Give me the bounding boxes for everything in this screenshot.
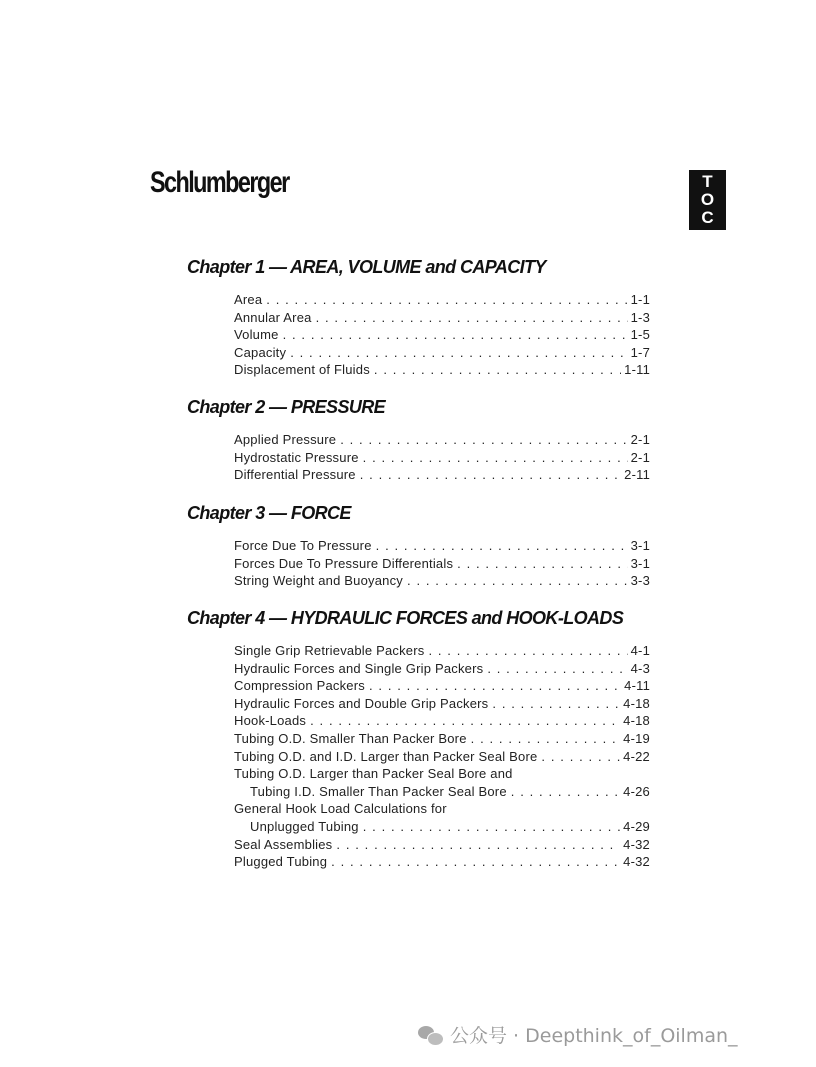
- entry-label: General Hook Load Calculations for: [234, 801, 447, 817]
- toc-entry-first-line[interactable]: [234, 766, 650, 784]
- entry-page: 3-1: [630, 555, 650, 571]
- toc-entry[interactable]: [234, 678, 650, 696]
- toc-entry[interactable]: [234, 784, 650, 802]
- toc-entry[interactable]: [234, 643, 650, 661]
- leader-dots: [541, 749, 620, 764]
- entry-page: 3-3: [630, 573, 650, 589]
- entry-label: Tubing O.D. Smaller Than Packer Bore: [234, 730, 467, 746]
- toc-entry[interactable]: [234, 556, 650, 574]
- entry-page: 4-32: [623, 836, 650, 852]
- leader-dots: [336, 837, 620, 852]
- entry-label: Applied Pressure: [234, 432, 337, 447]
- company-logo: Schlumberger: [150, 166, 289, 199]
- entry-label: String Weight and Buoyancy: [234, 573, 404, 589]
- toc-entry[interactable]: [234, 450, 650, 468]
- leader-dots: [376, 538, 628, 553]
- leader-dots: [310, 713, 620, 728]
- toc-entry[interactable]: [234, 696, 650, 714]
- entry-label: Area: [234, 292, 263, 307]
- toc-tab-letter: O: [700, 190, 715, 209]
- leader-dots: [363, 450, 628, 465]
- toc-entry[interactable]: [234, 310, 650, 328]
- toc-entry[interactable]: [234, 854, 650, 872]
- entry-label: Single Grip Retrievable Packers: [234, 643, 425, 658]
- leader-dots: [457, 556, 627, 571]
- leader-dots: [428, 643, 627, 658]
- entry-page: 1-5: [630, 327, 650, 343]
- entry-page: 4-18: [623, 695, 650, 711]
- entry-label: Hydrostatic Pressure: [234, 449, 359, 465]
- entry-page: 4-3: [630, 660, 650, 676]
- watermark: [418, 1021, 738, 1048]
- leader-dots: [407, 573, 628, 588]
- entry-label: Hydraulic Forces and Single Grip Packers: [234, 660, 484, 676]
- toc-entry[interactable]: [234, 538, 650, 556]
- entry-page: 4-11: [624, 678, 650, 694]
- entry-label: Unplugged Tubing: [250, 818, 359, 834]
- chapter-entries: [234, 643, 650, 872]
- entry-label: Hook-Loads: [234, 713, 307, 729]
- leader-dots: [369, 678, 621, 693]
- toc-entry[interactable]: [234, 819, 650, 837]
- entry-label: Forces Due To Pressure Differentials: [234, 555, 454, 571]
- chapter-heading: Chapter 3 — FORCE: [187, 503, 351, 523]
- entry-label: Annular Area: [234, 309, 312, 325]
- entry-page: 4-32: [623, 854, 650, 870]
- entry-label: Volume: [234, 327, 279, 343]
- watermark-text: 公众号 · Deepthink_of_Oilman_: [450, 1025, 738, 1047]
- leader-dots: [363, 819, 620, 834]
- entry-page: 4-29: [623, 818, 650, 834]
- entry-page: 4-26: [623, 783, 650, 799]
- entry-page: 1-1: [630, 292, 650, 307]
- entry-page: 3-1: [630, 538, 650, 553]
- leader-dots: [511, 784, 620, 799]
- toc-entry[interactable]: [234, 327, 650, 345]
- leader-dots: [492, 696, 620, 711]
- chapter-entries: [234, 292, 650, 380]
- toc-entry[interactable]: [234, 749, 650, 767]
- toc-entry[interactable]: [234, 292, 650, 310]
- entry-page: 1-7: [630, 344, 650, 360]
- leader-dots: [360, 467, 621, 482]
- entry-page: 1-11: [624, 362, 650, 378]
- entry-label: Differential Pressure: [234, 467, 356, 483]
- leader-dots: [283, 327, 628, 342]
- toc-tab-letter: T: [702, 172, 713, 191]
- entry-page: 4-22: [623, 748, 650, 764]
- toc-entry-first-line[interactable]: [234, 801, 650, 819]
- leader-dots: [471, 731, 621, 746]
- toc-entry[interactable]: [234, 362, 650, 380]
- entry-label: Compression Packers: [234, 678, 365, 694]
- toc-entry[interactable]: [234, 467, 650, 485]
- entry-page: 2-1: [630, 449, 650, 465]
- toc-entry[interactable]: [234, 432, 650, 450]
- chapter-entries: [234, 538, 650, 591]
- leader-dots: [374, 362, 621, 377]
- entry-label: Force Due To Pressure: [234, 538, 372, 553]
- entry-label: Displacement of Fluids: [234, 362, 370, 378]
- toc-tab-letter: C: [701, 208, 714, 227]
- wechat-icon: [418, 1024, 444, 1046]
- toc-entry[interactable]: [234, 731, 650, 749]
- toc-tab[interactable]: [689, 170, 726, 230]
- entry-page: 1-3: [630, 309, 650, 325]
- chapter-heading: Chapter 4 — HYDRAULIC FORCES and HOOK-LOADS: [187, 608, 624, 628]
- entry-label: Plugged Tubing: [234, 854, 328, 870]
- toc-entry[interactable]: [234, 837, 650, 855]
- entry-label: Capacity: [234, 344, 287, 360]
- leader-dots: [340, 432, 627, 447]
- leader-dots: [331, 854, 620, 869]
- entry-page: 4-19: [623, 730, 650, 746]
- toc-entry[interactable]: [234, 661, 650, 679]
- chapter-entries: [234, 432, 650, 485]
- leader-dots: [487, 661, 627, 676]
- toc-entry[interactable]: [234, 573, 650, 591]
- chapter-heading: Chapter 2 — PRESSURE: [187, 397, 386, 417]
- entry-page: 4-18: [623, 713, 650, 729]
- toc-entry[interactable]: [234, 345, 650, 363]
- entry-label: Seal Assemblies: [234, 836, 333, 852]
- toc-entry[interactable]: [234, 713, 650, 731]
- entry-label: Tubing I.D. Smaller Than Packer Seal Bore: [250, 783, 507, 799]
- leader-dots: [266, 292, 627, 307]
- entry-page: 2-11: [624, 467, 650, 483]
- leader-dots: [290, 345, 627, 360]
- entry-page: 4-1: [630, 643, 650, 658]
- entry-label: Tubing O.D. Larger than Packer Seal Bore and: [234, 766, 513, 782]
- entry-page: 2-1: [630, 432, 650, 447]
- entry-label: Hydraulic Forces and Double Grip Packers: [234, 695, 489, 711]
- chapter-heading: Chapter 1 — AREA, VOLUME and CAPACITY: [187, 257, 546, 277]
- leader-dots: [316, 310, 628, 325]
- entry-label: Tubing O.D. and I.D. Larger than Packer Seal Bore: [234, 748, 538, 764]
